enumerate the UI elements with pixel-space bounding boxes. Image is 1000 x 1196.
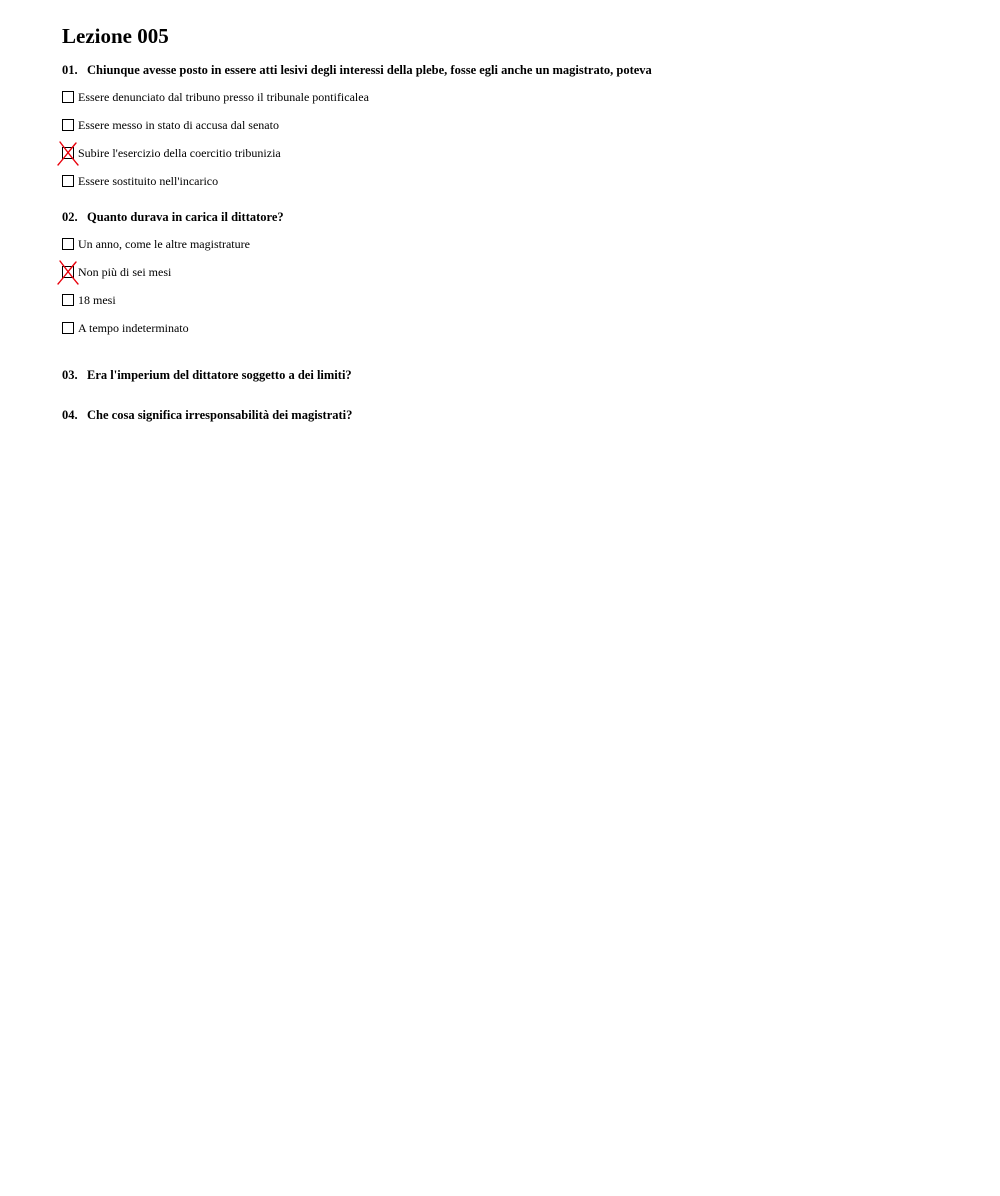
question-text bbox=[62, 62, 962, 78]
answer-label: Essere denunciato dal tribuno presso il tribunale pontificalea bbox=[78, 90, 369, 104]
answer-checkbox[interactable] bbox=[62, 294, 74, 306]
question-prompt: Chiunque avesse posto in essere atti lesivi degli interessi della plebe, fosse egli anche un magistrato, poteva bbox=[87, 63, 652, 77]
answer-option[interactable] bbox=[62, 286, 962, 314]
x-stroke-left bbox=[60, 261, 78, 284]
lesson-title: Lezione 005 bbox=[62, 24, 169, 48]
answer-checkbox[interactable] bbox=[62, 238, 74, 250]
answer-checkbox-checked[interactable] bbox=[62, 266, 74, 278]
question-1 bbox=[62, 62, 962, 195]
answer-label: 18 mesi bbox=[78, 293, 116, 307]
question-number: 03. bbox=[62, 368, 78, 382]
question-number: 04. bbox=[62, 408, 78, 422]
question-prompt: Era l'imperium del dittatore soggetto a dei limiti? bbox=[87, 368, 352, 382]
answer-label: Non più di sei mesi bbox=[78, 265, 172, 279]
answer-checkbox-checked[interactable] bbox=[62, 147, 74, 159]
answer-label: A tempo indeterminato bbox=[78, 321, 189, 335]
answer-label: Un anno, come le altre magistrature bbox=[78, 237, 250, 251]
answer-options bbox=[62, 83, 962, 195]
answer-checkbox[interactable] bbox=[62, 175, 74, 187]
answer-checkbox[interactable] bbox=[62, 322, 74, 334]
answer-label: Essere sostituito nell'incarico bbox=[78, 174, 219, 188]
answer-label: Subire l'esercizio della coercitio tribunizia bbox=[78, 146, 281, 160]
x-stroke-right bbox=[58, 262, 76, 284]
answer-checkbox[interactable] bbox=[62, 91, 74, 103]
document-page bbox=[62, 24, 962, 423]
answer-option[interactable] bbox=[62, 139, 962, 167]
red-x-mark-icon bbox=[57, 260, 81, 286]
question-text bbox=[62, 367, 962, 383]
x-stroke-right bbox=[58, 143, 76, 165]
answer-option[interactable] bbox=[62, 167, 962, 195]
answer-options bbox=[62, 230, 962, 342]
question-number: 01. bbox=[62, 63, 78, 77]
question-2 bbox=[62, 209, 962, 342]
question-text bbox=[62, 209, 962, 225]
answer-option[interactable] bbox=[62, 258, 962, 286]
question-4 bbox=[62, 407, 962, 423]
answer-option[interactable] bbox=[62, 111, 962, 139]
question-number: 02. bbox=[62, 210, 78, 224]
answer-option[interactable] bbox=[62, 230, 962, 258]
question-3 bbox=[62, 367, 962, 383]
answer-option[interactable] bbox=[62, 83, 962, 111]
x-stroke-left bbox=[60, 142, 78, 165]
question-prompt: Quanto durava in carica il dittatore? bbox=[87, 210, 284, 224]
answer-label: Essere messo in stato di accusa dal senato bbox=[78, 118, 279, 132]
question-text bbox=[62, 407, 962, 423]
answer-checkbox[interactable] bbox=[62, 119, 74, 131]
answer-option[interactable] bbox=[62, 314, 962, 342]
question-prompt: Che cosa significa irresponsabilità dei magistrati? bbox=[87, 408, 353, 422]
red-x-mark-icon bbox=[57, 141, 81, 167]
